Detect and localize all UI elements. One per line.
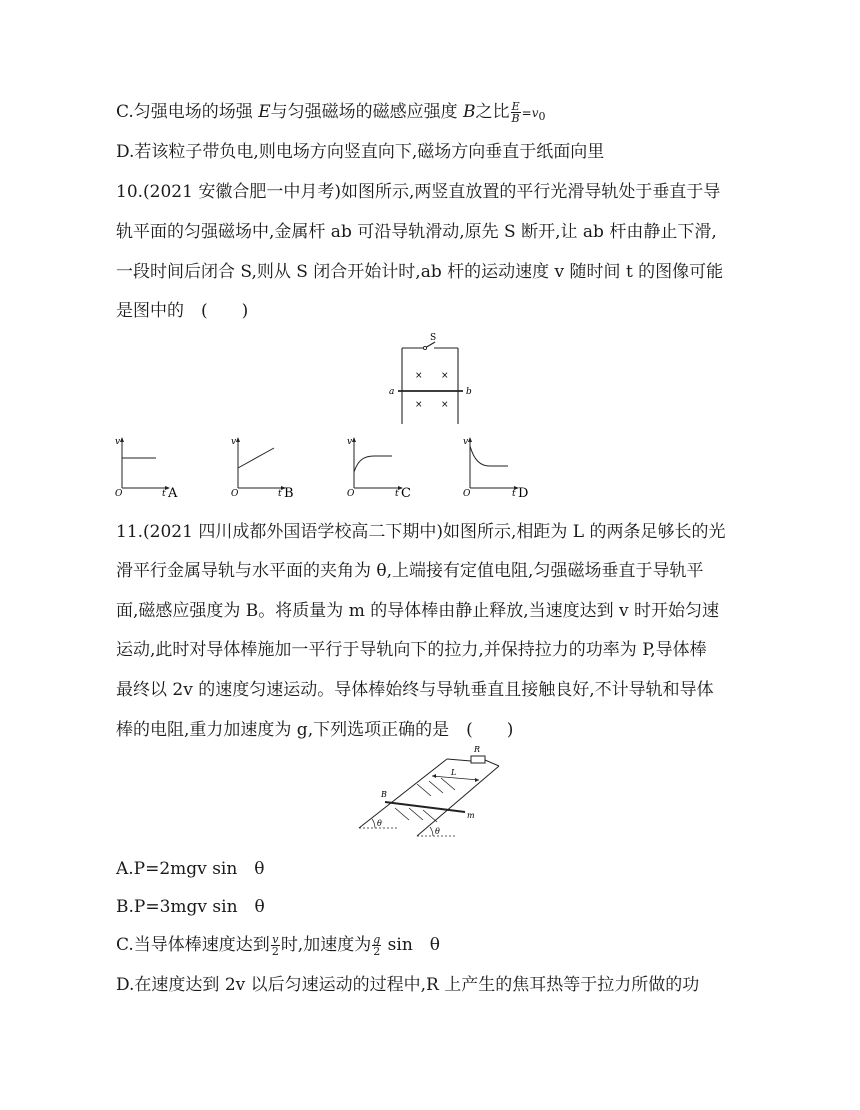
- q10-switch-label: S: [430, 333, 437, 343]
- q11-label-m: m: [467, 811, 475, 820]
- q11-label-l: L: [451, 768, 457, 777]
- q11-option-c: [116, 934, 440, 957]
- q11-option-b: B.P=3mgv sin θ: [116, 897, 265, 917]
- q9-c-frac-num: E: [511, 100, 520, 113]
- q9-c-eq: =: [521, 106, 532, 120]
- q10-a-label: A: [168, 486, 178, 500]
- q11-c-fraction-2: [372, 934, 381, 957]
- q9-c-fraction: [511, 101, 521, 124]
- q10-c-origin: O: [347, 489, 355, 499]
- q9-c-frac-den: B: [511, 112, 520, 125]
- q9-option-c: [116, 101, 545, 128]
- q10-d-label: D: [518, 486, 529, 500]
- q10-graph-c: [344, 432, 416, 500]
- q10-b-label: B: [284, 486, 294, 500]
- q9-c-v: v: [531, 106, 539, 120]
- q9-c-text-3: 之比: [475, 102, 510, 122]
- q11-c-frac2-num: g: [373, 933, 381, 946]
- q9-c-text-1: C.匀强电场的场强: [116, 102, 259, 122]
- q11-c-frac1-den: 2: [271, 945, 279, 958]
- q11-c-text-3: sin θ: [382, 935, 441, 955]
- q11-c-text-2: 时,加速度为: [280, 935, 372, 955]
- q10-line-1: 10.(2021 安徽合肥一中月考)如图所示,两竖直放置的平行光滑导轨处于垂直于导: [116, 182, 721, 202]
- q11-theta-1: θ: [377, 819, 382, 828]
- q9-c-text-2: 与匀强磁场的磁感应强度: [270, 102, 464, 122]
- q9-c-sub: 0: [538, 110, 546, 123]
- q10-c-t-axis: t: [395, 489, 399, 499]
- q11-option-a: A.P=2mgv sin θ: [116, 859, 265, 879]
- q11-c-fraction-1: [271, 934, 280, 957]
- q10-graph-b: [228, 432, 298, 500]
- q10-d-t-axis: t: [512, 489, 516, 499]
- q10-line-3: 一段时间后闭合 S,则从 S 闭合开始计时,ab 杆的运动速度 v 随时间 t 的图像可能: [116, 262, 724, 282]
- q9-option-d: D.若该粒子带负电,则电场方向竖直向下,磁场方向垂直于纸面向里: [116, 142, 605, 162]
- q10-a-t-axis: t: [162, 489, 166, 499]
- q9-c-b: B: [463, 102, 476, 122]
- q10-b-origin: O: [231, 489, 239, 499]
- q10-graph-d: [460, 432, 534, 500]
- q11-label-r: R: [474, 745, 481, 754]
- q11-theta-2: θ: [435, 827, 440, 836]
- q11-c-text-1: C.当导体棒速度达到: [116, 935, 270, 955]
- q11-line-2: 滑平行金属导轨与水平面的夹角为 θ,上端接有定值电阻,匀强磁场垂直于导轨平: [116, 561, 704, 581]
- q10-circuit-figure: [385, 332, 495, 428]
- q10-line-2: 轨平面的匀强磁场中,金属杆 ab 可沿导轨滑动,原先 S 断开,让 ab 杆由静止下滑,: [116, 222, 717, 242]
- q10-d-v-axis: v: [463, 437, 469, 447]
- q11-line-1: 11.(2021 四川成都外国语学校高二下期中)如图所示,相距为 L 的两条足够长的光: [116, 522, 726, 542]
- q11-line-5: 最终以 2v 的速度匀速运动。导体棒始终与导轨垂直且接触良好,不计导轨和导体: [116, 680, 714, 700]
- q10-field-cross: ×: [441, 371, 449, 381]
- q10-field-cross: ×: [441, 400, 449, 410]
- q11-c-frac2-den: 2: [373, 945, 381, 958]
- q11-line-4: 运动,此时对导体棒施加一平行于导轨向下的拉力,并保持拉力的功率为 P,导体棒: [116, 640, 707, 660]
- q10-label-b: b: [466, 387, 472, 397]
- q10-b-t-axis: t: [278, 489, 282, 499]
- q10-c-v-axis: v: [347, 437, 353, 447]
- q10-a-origin: O: [115, 489, 123, 499]
- q11-line-3: 面,磁感应强度为 B。将质量为 m 的导体棒由静止释放,当速度达到 v 时开始匀速: [116, 601, 720, 621]
- q10-graph-a: [112, 432, 182, 500]
- q10-a-v-axis: v: [115, 437, 121, 447]
- q10-field-cross: ×: [415, 371, 423, 381]
- q10-line-4: 是图中的 ( ): [116, 301, 249, 321]
- q10-c-label: C: [401, 486, 411, 500]
- q11-c-frac1-num: v: [272, 933, 279, 946]
- q11-line-6: 棒的电阻,重力加速度为 g,下列选项正确的是 ( ): [116, 720, 514, 740]
- q10-d-origin: O: [463, 489, 471, 499]
- q10-b-v-axis: v: [231, 437, 237, 447]
- q11-incline-figure: [355, 744, 505, 846]
- q11-option-d: D.在速度达到 2v 以后匀速运动的过程中,R 上产生的焦耳热等于拉力所做的功: [116, 975, 700, 995]
- q11-label-b: B: [381, 790, 387, 799]
- q10-label-a: a: [389, 387, 395, 397]
- q10-field-cross: ×: [415, 400, 423, 410]
- q9-c-e: E: [258, 102, 271, 122]
